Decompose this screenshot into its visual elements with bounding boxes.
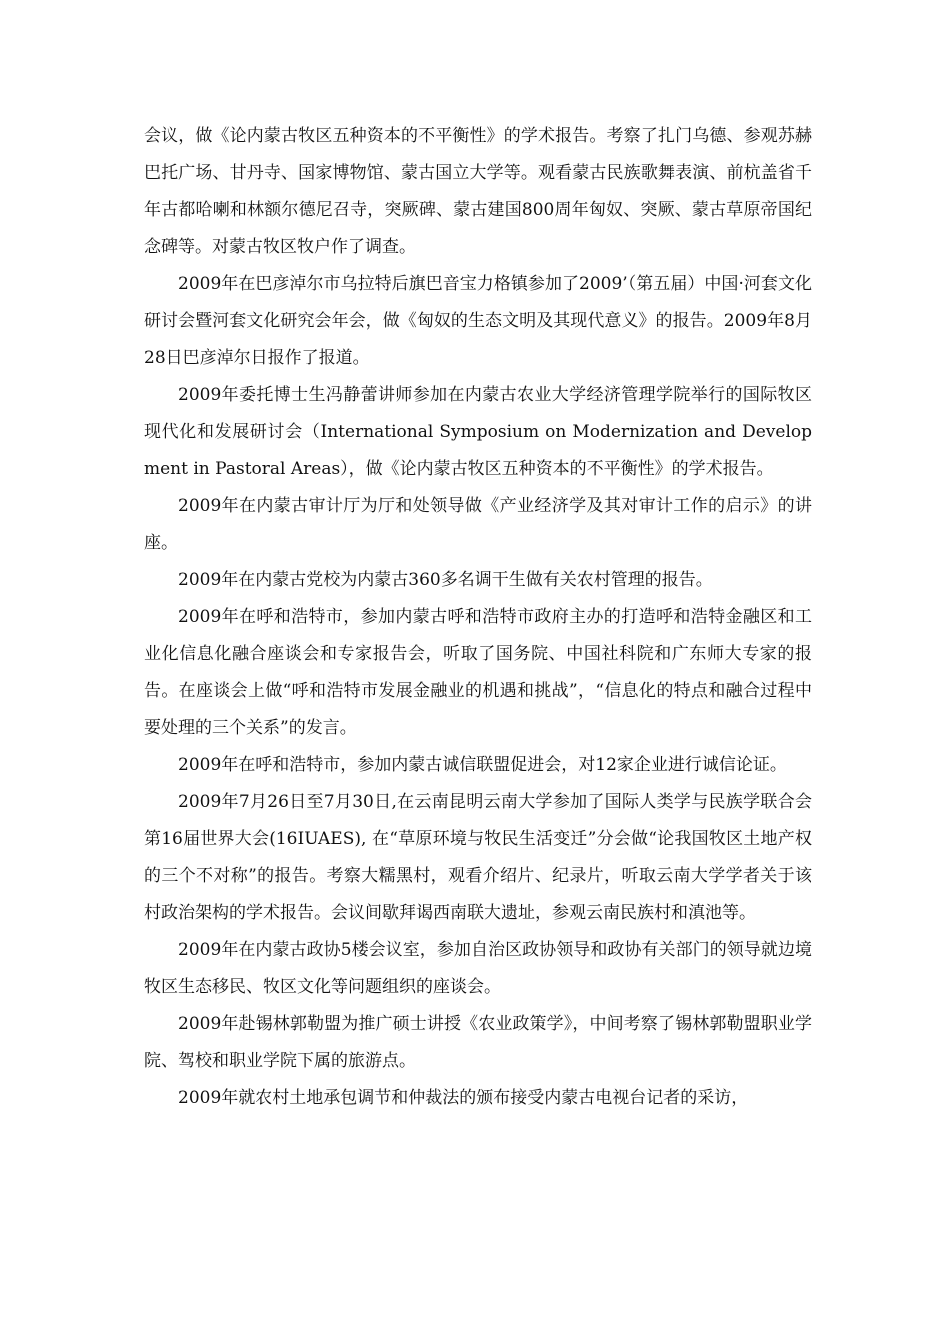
document-body [144,118,812,1117]
paragraph-pastoral-symposium: 2009年委托博士生冯静蕾讲师参加在内蒙古农业大学经济管理学院举行的国际牧区现代化和发展研讨会（International Symposium on Modernization and Development in Pastoral Areas），做《论内蒙古牧区五种资本的不平衡性》的学术报告。 [144,385,812,479]
paragraph-mongolia-trip: 会议，做《论内蒙古牧区五种资本的不平衡性》的学术报告。考察了扎门乌德、参观苏赫巴托广场、甘丹寺、国家博物馆、蒙古国立大学等。观看蒙古民族歌舞表演、前杭盖省千年古都哈喇和林额尔德尼召寺，突厥碑、蒙古建国800周年匈奴、突厥、蒙古草原帝国纪念碑等。对蒙古牧区牧户作了调查。 [144,126,812,257]
paragraph-hohhot-finance-forum: 2009年在呼和浩特市，参加内蒙古呼和浩特市政府主办的打造呼和浩特金融区和工业化信息化融合座谈会和专家报告会，听取了国务院、中国社科院和广东师大专家的报告。在座谈会上做“呼和浩特市发展金融业的机遇和挑战”，“信息化的特点和融合过程中要处理的三个关系”的发言。 [144,607,812,738]
paragraph-audit-lecture: 2009年在内蒙古审计厅为厅和处领导做《产业经济学及其对审计工作的启示》的讲座。 [144,496,812,553]
paragraph-xilingol-teaching: 2009年赴锡林郭勒盟为推广硕士讲授《农业政策学》，中间考察了锡林郭勒盟职业学院、驾校和职业学院下属的旅游点。 [144,1014,812,1071]
paragraph-party-school-report: 2009年在内蒙古党校为内蒙古360多名调干生做有关农村管理的报告。 [178,570,713,590]
paragraph-hetao-conference: 2009年在巴彦淖尔市乌拉特后旗巴音宝力格镇参加了2009’（第五届）中国·河套文化研讨会暨河套文化研究会年会，做《匈奴的生态文明及其现代意义》的报告。2009年8月28日巴彦淖尔日报作了报道。 [144,274,812,368]
paragraph-cppcc-symposium: 2009年在内蒙古政协5楼会议室，参加自治区政协领导和政协有关部门的领导就边境牧区生态移民、牧区文化等问题组织的座谈会。 [144,940,812,997]
paragraph-iuaes-congress: 2009年7月26日至7月30日,在云南昆明云南大学参加了国际人类学与民族学联合会第16届世界大会(16IUAES), 在“草原环境与牧民生活变迁”分会做“论我国牧区土地产权的三个不对称”的报告。考察大糯黑村，观看介绍片、纪录片，听取云南大学学者关于该村政治架构的学术报告。会议间歇拜谒西南联大遗址，参观云南民族村和滇池等。 [144,792,812,923]
paragraph-integrity-alliance: 2009年在呼和浩特市，参加内蒙古诚信联盟促进会，对12家企业进行诚信论证。 [178,755,787,775]
paragraph-tv-interview: 2009年就农村土地承包调节和仲裁法的颁布接受内蒙古电视台记者的采访， [178,1088,749,1108]
